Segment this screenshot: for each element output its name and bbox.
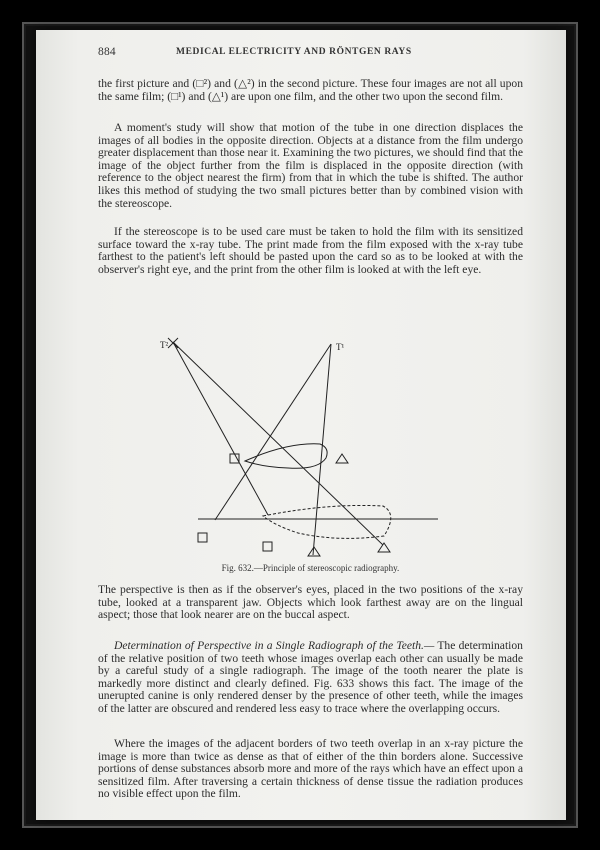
paragraph-stereoscope: If the stereoscope is to be used care must be taken to hold the film with its sensitized surface toward the x-ray tube. The print made from the film exposed with the x-ray tube farthest to the patient's left should be pasted upon the card so as to be looked at with the observer's right eye, and the print from the other film is looked at with the left eye. — [98, 225, 523, 276]
triangle-image-1-icon — [378, 543, 390, 552]
section-body: The determination of the relative position of two teeth whose images overlap each other can usually be made by a careful study of a single radiograph. The image of the tooth nearer the plate is markedly more distinct and clearly defined. Fig. 633 shows this fact. The image of the unerupted canine is only rendered denser by the presence of other teeth, while the images of the latter are obscured and rendered less easy to trace where the overlapping occurs. — [98, 639, 523, 715]
ray-line — [215, 344, 331, 520]
paragraph-single-radiograph — [98, 640, 523, 716]
section-heading: Determination of Perspective in a Single Radiograph of the Teeth.— — [114, 639, 435, 652]
figure-caption: Fig. 632.—Principle of stereoscopic radiography. — [221, 563, 400, 573]
ray-line — [173, 342, 268, 515]
triangle-object-icon — [336, 454, 348, 463]
square-image-2-icon — [198, 533, 207, 542]
tooth-outline — [245, 444, 327, 468]
paragraph-perspective: The perspective is then as if the observer's eyes, placed in the two positions of the x-ray tube, looked at a transparent jaw. Objects which look farthest away are on the lingual aspect; those that look nearer are on the buccal aspect. — [98, 583, 523, 622]
ray-line — [313, 344, 331, 555]
running-title: MEDICAL ELECTRICITY AND RÖNTGEN RAYS — [176, 47, 412, 57]
label-t2: T² — [160, 340, 169, 350]
stereoscopic-radiography-figure — [98, 330, 523, 560]
label-t1: T¹ — [336, 342, 345, 352]
square-object-icon — [230, 454, 239, 463]
paragraph-overlap: Where the images of the adjacent borders of two teeth overlap in an x-ray picture the image is more than twice as dense as that of either of the thin borders alone. Successive portions of dense substances absorb more and more of the rays which have an effect upon a sensitized film. After traversing a certain thickness of dense tissue the radiation produces no visible effect upon the film. — [98, 737, 523, 801]
ray-line — [173, 342, 383, 545]
paragraph-tube-motion: A moment's study will show that motion of the tube in one direction displaces the images of all bodies in the opposite direction. Objects at a distance from the film undergo greater displacement than those near it. Examining the two pictures, we should find that the image of the object further from the film is displaced in the opposite direction (with reference to the object nearest the firm) from that in which the tube is shifted. The author likes this method of studying the two small pictures better than by combined vision with the stereoscope. — [98, 121, 523, 210]
square-image-1-icon — [263, 542, 272, 551]
book-page — [36, 30, 566, 820]
page-number: 884 — [98, 46, 116, 58]
paragraph-continued: the first picture and (□²) and (△²) in the second picture. These four images are not all upon the same film; (□¹) and (△¹) are upon one film, and the other two upon the second film. — [98, 77, 523, 103]
